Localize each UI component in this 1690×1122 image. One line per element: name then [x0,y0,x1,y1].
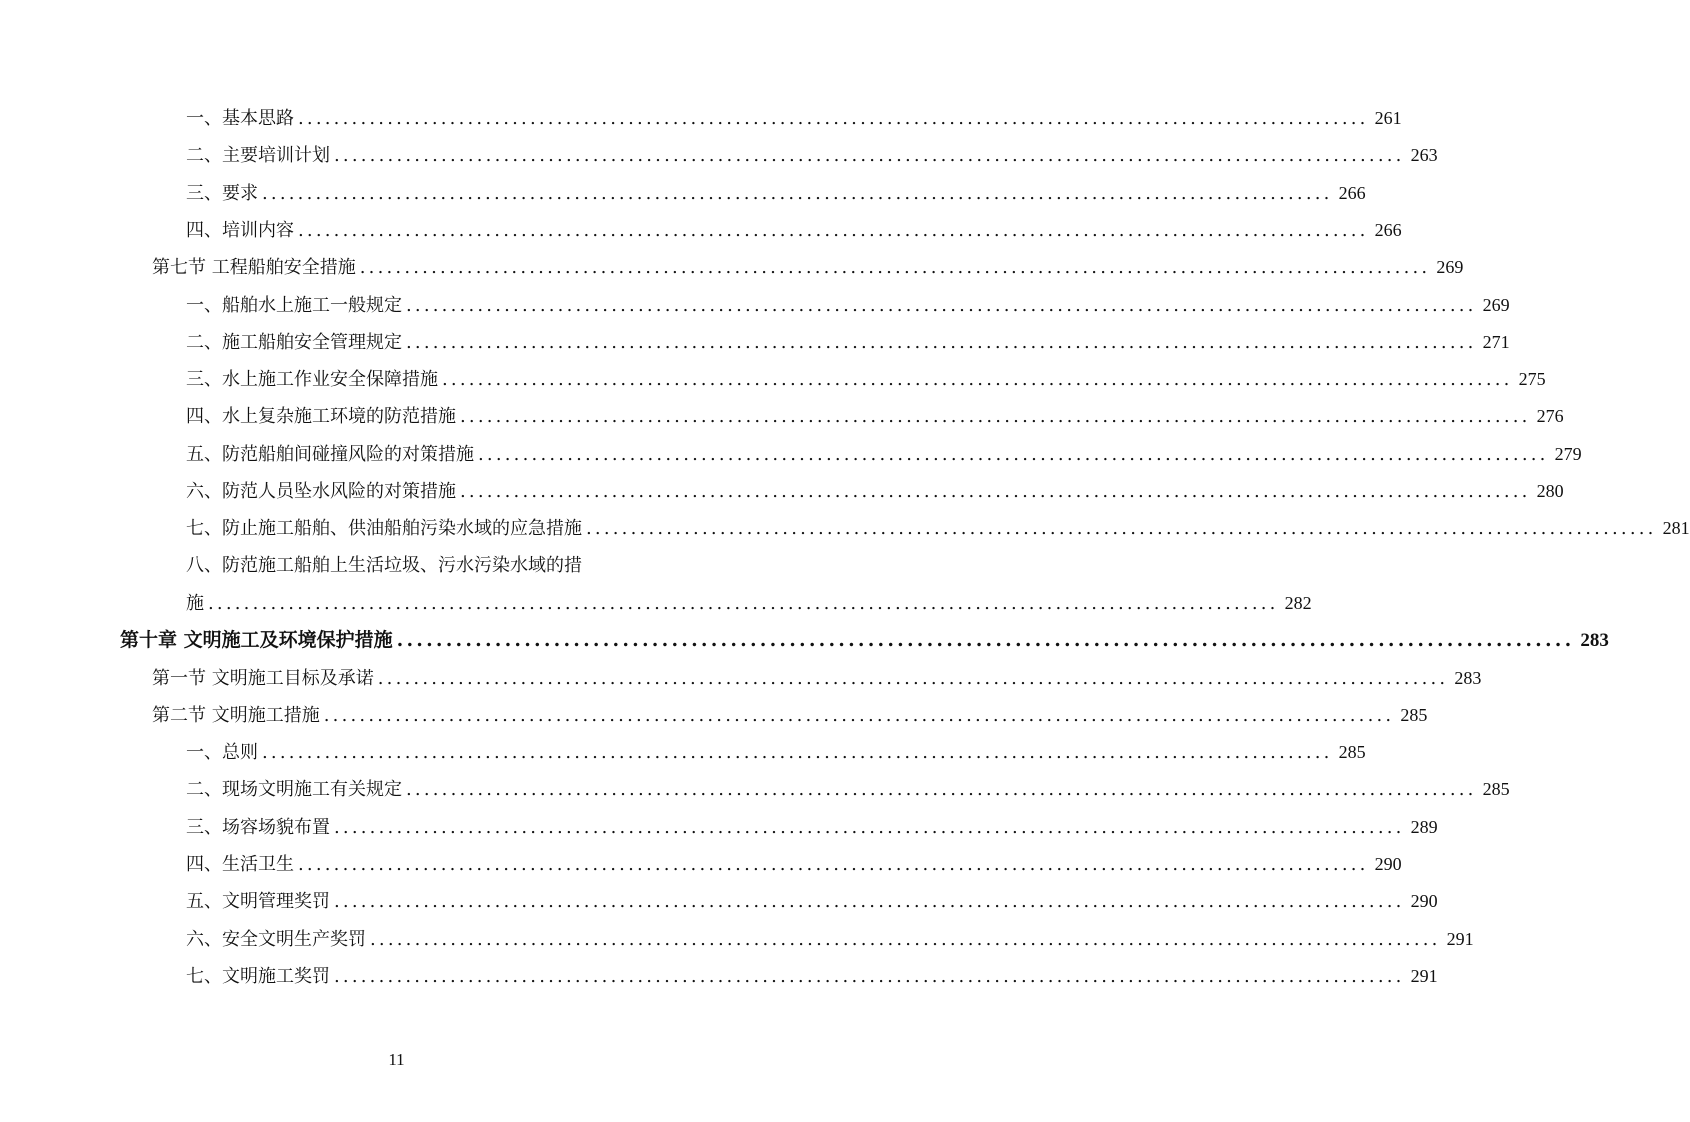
page-number: 11 [388,1050,405,1069]
toc-entry[interactable] [120,622,1609,658]
dot-leader: ........................................................................................................................ [262,742,1333,764]
toc-entry-page: 283 [1454,667,1482,688]
toc-entry-title: 二、主要培训计划 [186,145,330,167]
toc-entry-page: 283 [1580,630,1609,652]
toc-entry-page: 269 [1436,257,1464,278]
toc-entry-page: 289 [1410,816,1438,837]
toc-entry-page: 290 [1410,891,1438,912]
dot-leader: ........................................................................................................................ [334,145,1405,167]
toc-entry-title: 八、防范施工船舶上生活垃圾、污水污染水域的措 [186,554,582,576]
dot-leader: ........................................................................................................................ [406,331,1477,353]
toc-entry-page: 280 [1536,481,1564,501]
dot-leader: ........................................................................................................................ [460,481,1531,502]
toc-entry-title: 三、水上施工作业安全保障措施 [186,369,438,391]
toc-entry-title-continued: 施 [186,592,204,614]
toc-entry-title: 四、生活卫生 [186,854,294,875]
toc-entry-page: 271 [1482,331,1510,352]
toc-entry[interactable] [186,809,1438,845]
toc-entry[interactable] [186,771,1510,807]
dot-leader: ........................................................................................................................ [334,965,1405,987]
toc-entry[interactable] [186,548,673,584]
dot-leader: ........................................................................................................................ [323,704,1395,726]
toc-entry[interactable] [186,921,1474,957]
toc-entry-page: 266 [1374,219,1402,240]
toc-entry-page: 266 [1338,182,1366,203]
toc-entry-title: 七、防止施工船舶、供油船舶污染水域的应急措施 [186,518,582,540]
toc-entry-page: 290 [1374,854,1402,874]
toc-entry[interactable] [186,212,1402,248]
dot-leader: ........................................................................................................................ [298,108,1369,129]
dot-leader: ........................................................................................................................ [442,369,1513,391]
toc-entry-title: 四、水上复杂施工环境的防范措施 [186,406,456,428]
dot-leader: ........................................................................................................................ [334,816,1405,838]
dot-leader: ........................................................................................................................ [298,854,1369,875]
toc-entry-title: 第二节 文明施工措施 [152,704,320,726]
toc-entry-page: 282 [1284,592,1312,613]
dot-leader: ........................................................................................................................ [359,257,1431,279]
toc-entry-title: 七、文明施工奖罚 [186,965,330,987]
toc-entry-continuation[interactable] [186,585,1312,621]
dot-leader: ........................................................................................................................ [377,667,1449,689]
dot-leader: ........................................................................................................................ [370,928,1441,950]
toc-entry[interactable] [186,137,1438,173]
toc-entry-title: 三、要求 [186,182,258,204]
toc-entry-page: 269 [1482,294,1510,315]
dot-leader: ........................................................................................................................ [208,592,1279,614]
toc-entry-page: 275 [1518,369,1546,390]
dot-leader: ........................................................................................................................ [262,182,1333,204]
dot-leader: ........................................................................................................................ [334,891,1405,913]
toc-entry-title: 一、基本思路 [186,108,294,129]
toc-entry-title: 二、现场文明施工有关规定 [186,779,402,801]
toc-entry-title: 二、施工船舶安全管理规定 [186,331,402,353]
toc-entry-title: 一、总则 [186,742,258,764]
toc-entry-title: 三、场容场貌布置 [186,816,330,838]
dot-leader: ........................................................................................................................ [478,443,1549,465]
toc-entry-page: 281 [1662,518,1690,539]
toc-entry-title: 五、文明管理奖罚 [186,891,330,913]
toc-entry-page: 285 [1338,742,1366,763]
toc-entry-page: 285 [1482,779,1510,800]
toc-entry[interactable] [186,287,1510,323]
dot-leader: ........................................................................................................................ [586,518,1657,540]
toc-entry[interactable] [186,883,1438,919]
toc-entry[interactable] [186,324,1510,360]
toc-entry-page: 291 [1446,928,1474,949]
toc-entry-page: 285 [1400,704,1428,725]
toc-entry-title: 第十章 文明施工及环境保护措施 [120,629,393,652]
toc-entry-title: 五、防范船舶间碰撞风险的对策措施 [186,443,474,465]
toc-entry[interactable] [186,510,1690,546]
toc-entry[interactable] [186,958,1438,994]
toc-entry-title: 四、培训内容 [186,219,294,241]
toc-entry-page: 263 [1410,145,1438,166]
toc-entry-title: 第七节 工程船舶安全措施 [152,257,356,279]
toc-entry[interactable] [186,436,1582,472]
toc-entry-page: 291 [1410,965,1438,986]
toc-entry[interactable] [186,734,1366,770]
toc-entry[interactable] [186,846,1402,882]
dot-leader: ........................................................................................................................ [298,219,1369,241]
toc-entry[interactable] [186,361,1546,397]
toc-entry-title: 第一节 文明施工目标及承诺 [152,667,374,689]
toc-entry-page: 279 [1554,443,1582,464]
dot-leader: ........................................................................................................................ [406,779,1477,801]
toc-entry[interactable] [152,249,1464,285]
toc-entry[interactable] [186,473,1564,509]
toc-entry[interactable] [186,100,1402,136]
dot-leader: ........................................................................................................................ [396,629,1575,652]
toc-entry-page: 276 [1536,406,1564,427]
dot-leader: ........................................................................................................................ [406,294,1477,316]
toc-entry[interactable] [186,398,1564,434]
toc-entry[interactable] [152,697,1428,733]
toc-entry-title: 六、安全文明生产奖罚 [186,928,366,950]
toc-entry-title: 一、船舶水上施工一般规定 [186,294,402,316]
dot-leader: ........................................................................................................................ [460,406,1531,428]
toc-entry-title: 六、防范人员坠水风险的对策措施 [186,481,456,502]
toc-entry[interactable] [152,660,1482,696]
toc-entry-page: 261 [1374,108,1402,128]
toc-entry[interactable] [186,175,1366,211]
